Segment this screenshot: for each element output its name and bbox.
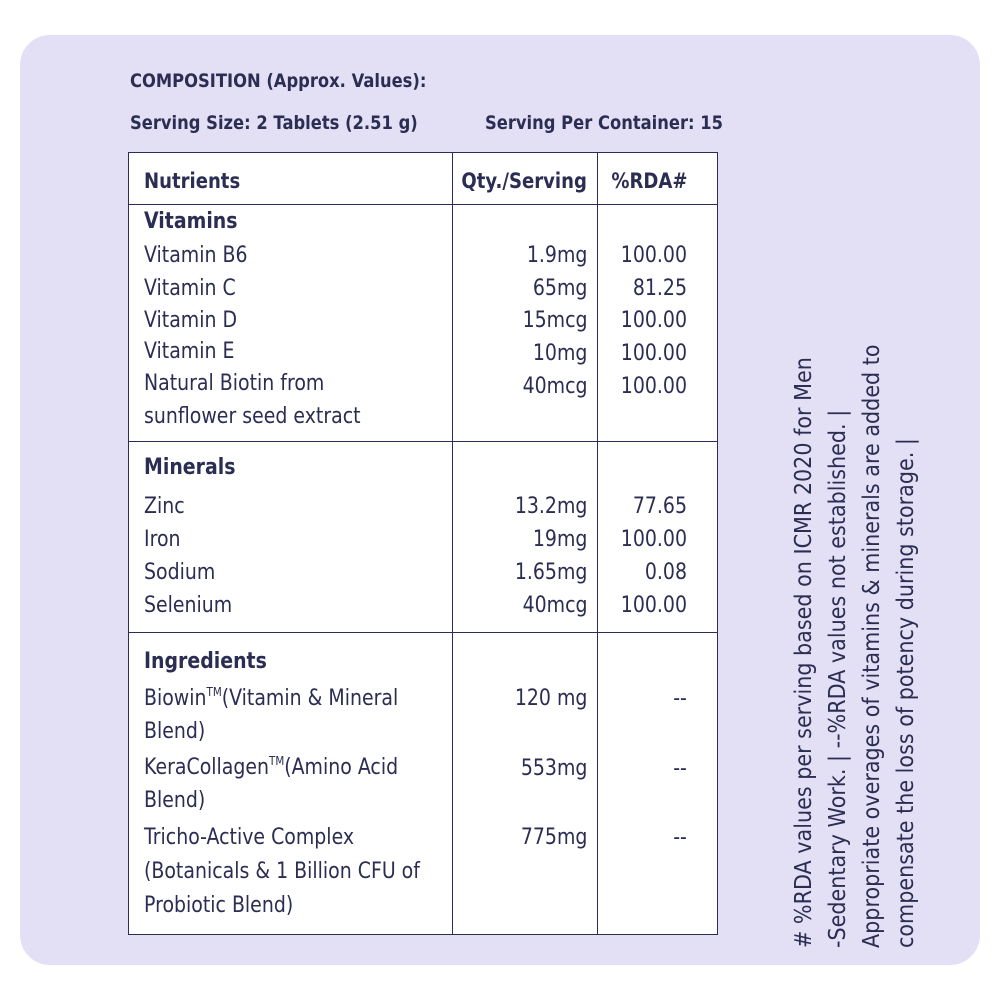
nutrient-rda: 100.00: [620, 374, 687, 399]
nutrient-name-cont: sunflower seed extract: [144, 404, 361, 429]
nutrient-rda: 100.00: [620, 341, 687, 366]
nutrient-rda: 0.08: [644, 560, 687, 585]
nutrient-rda: 77.65: [632, 494, 687, 519]
trademark-mark: TM: [269, 754, 285, 768]
footnote-line: -Sedentary Work. | --%RDA values not established. |: [825, 409, 851, 948]
serving-per-container: Serving Per Container: 15: [485, 112, 724, 134]
ingredient-name: Tricho-Active Complex: [144, 825, 355, 850]
nutrient-rda: 100.00: [620, 527, 687, 552]
ingredient-name-cont: Blend): [144, 719, 206, 744]
nutrient-qty: 1.9mg: [526, 243, 587, 268]
ingredient-name: KeraCollagen™(Amino Acid: [144, 754, 399, 780]
nutrient-name: Vitamin D: [144, 308, 238, 333]
ingredient-name: Biowin™(Vitamin & Mineral: [144, 685, 399, 711]
ingredient-rda: --: [673, 686, 687, 711]
ingredient-qty: 120 mg: [514, 686, 587, 711]
nutrient-name: Zinc: [144, 494, 185, 519]
nutrient-name: Vitamin C: [144, 276, 236, 301]
nutrient-rda: 81.25: [632, 276, 687, 301]
ingredient-qty: 775mg: [520, 825, 587, 850]
ingredient-name-cont: Blend): [144, 788, 206, 813]
header-qty-serving: Qty./Serving: [461, 169, 587, 193]
section-title-ingredients: Ingredients: [144, 649, 267, 674]
column-divider: [452, 153, 453, 934]
footnote-line: Appropriate overages of vitamins & minerals are added to: [859, 344, 885, 948]
nutrient-qty: 19mg: [532, 527, 587, 552]
rda-footnote: [787, 148, 923, 948]
nutrient-qty: 65mg: [532, 276, 587, 301]
nutrient-name: Vitamin E: [144, 339, 235, 364]
nutrient-qty: 15mcg: [522, 308, 587, 333]
nutrient-rda: 100.00: [620, 308, 687, 333]
footnote-line: compensate the loss of potency during storage. |: [893, 438, 919, 948]
nutrient-qty: 1.65mg: [514, 560, 587, 585]
nutrient-qty: 10mg: [532, 341, 587, 366]
composition-heading: COMPOSITION (Approx. Values):: [130, 70, 427, 92]
nutrient-qty: 40mcg: [522, 374, 587, 399]
trademark-mark: TM: [206, 685, 222, 699]
header-rda: %RDA#: [610, 169, 687, 193]
ingredient-name-cont: Probiotic Blend): [144, 893, 294, 918]
nutrient-name: Iron: [144, 527, 181, 552]
ingredient-name-cont: (Botanicals & 1 Billion CFU of: [144, 859, 420, 884]
section-title-minerals: Minerals: [144, 455, 236, 480]
ingredient-qty: 553mg: [520, 756, 587, 781]
nutrient-qty: 13.2mg: [514, 494, 587, 519]
footnote-line: # %RDA values per serving based on ICMR 2020 for Men: [791, 357, 817, 948]
section-title-vitamins: Vitamins: [144, 209, 238, 234]
nutrient-qty: 40mcg: [522, 593, 587, 618]
nutrient-name: Sodium: [144, 560, 216, 585]
serving-size: Serving Size: 2 Tablets (2.51 g): [130, 112, 418, 134]
ingredient-rda: --: [673, 756, 687, 781]
nutrient-rda: 100.00: [620, 243, 687, 268]
header-nutrients: Nutrients: [144, 169, 241, 193]
nutrient-name: Vitamin B6: [144, 243, 248, 268]
nutrient-rda: 100.00: [620, 593, 687, 618]
nutrient-name: Selenium: [144, 593, 233, 618]
nutrition-table: [128, 152, 718, 935]
row-divider: [129, 632, 717, 633]
row-divider: [129, 441, 717, 442]
ingredient-rda: --: [673, 825, 687, 850]
nutrient-name: Natural Biotin from: [144, 371, 325, 396]
column-divider: [597, 153, 598, 934]
